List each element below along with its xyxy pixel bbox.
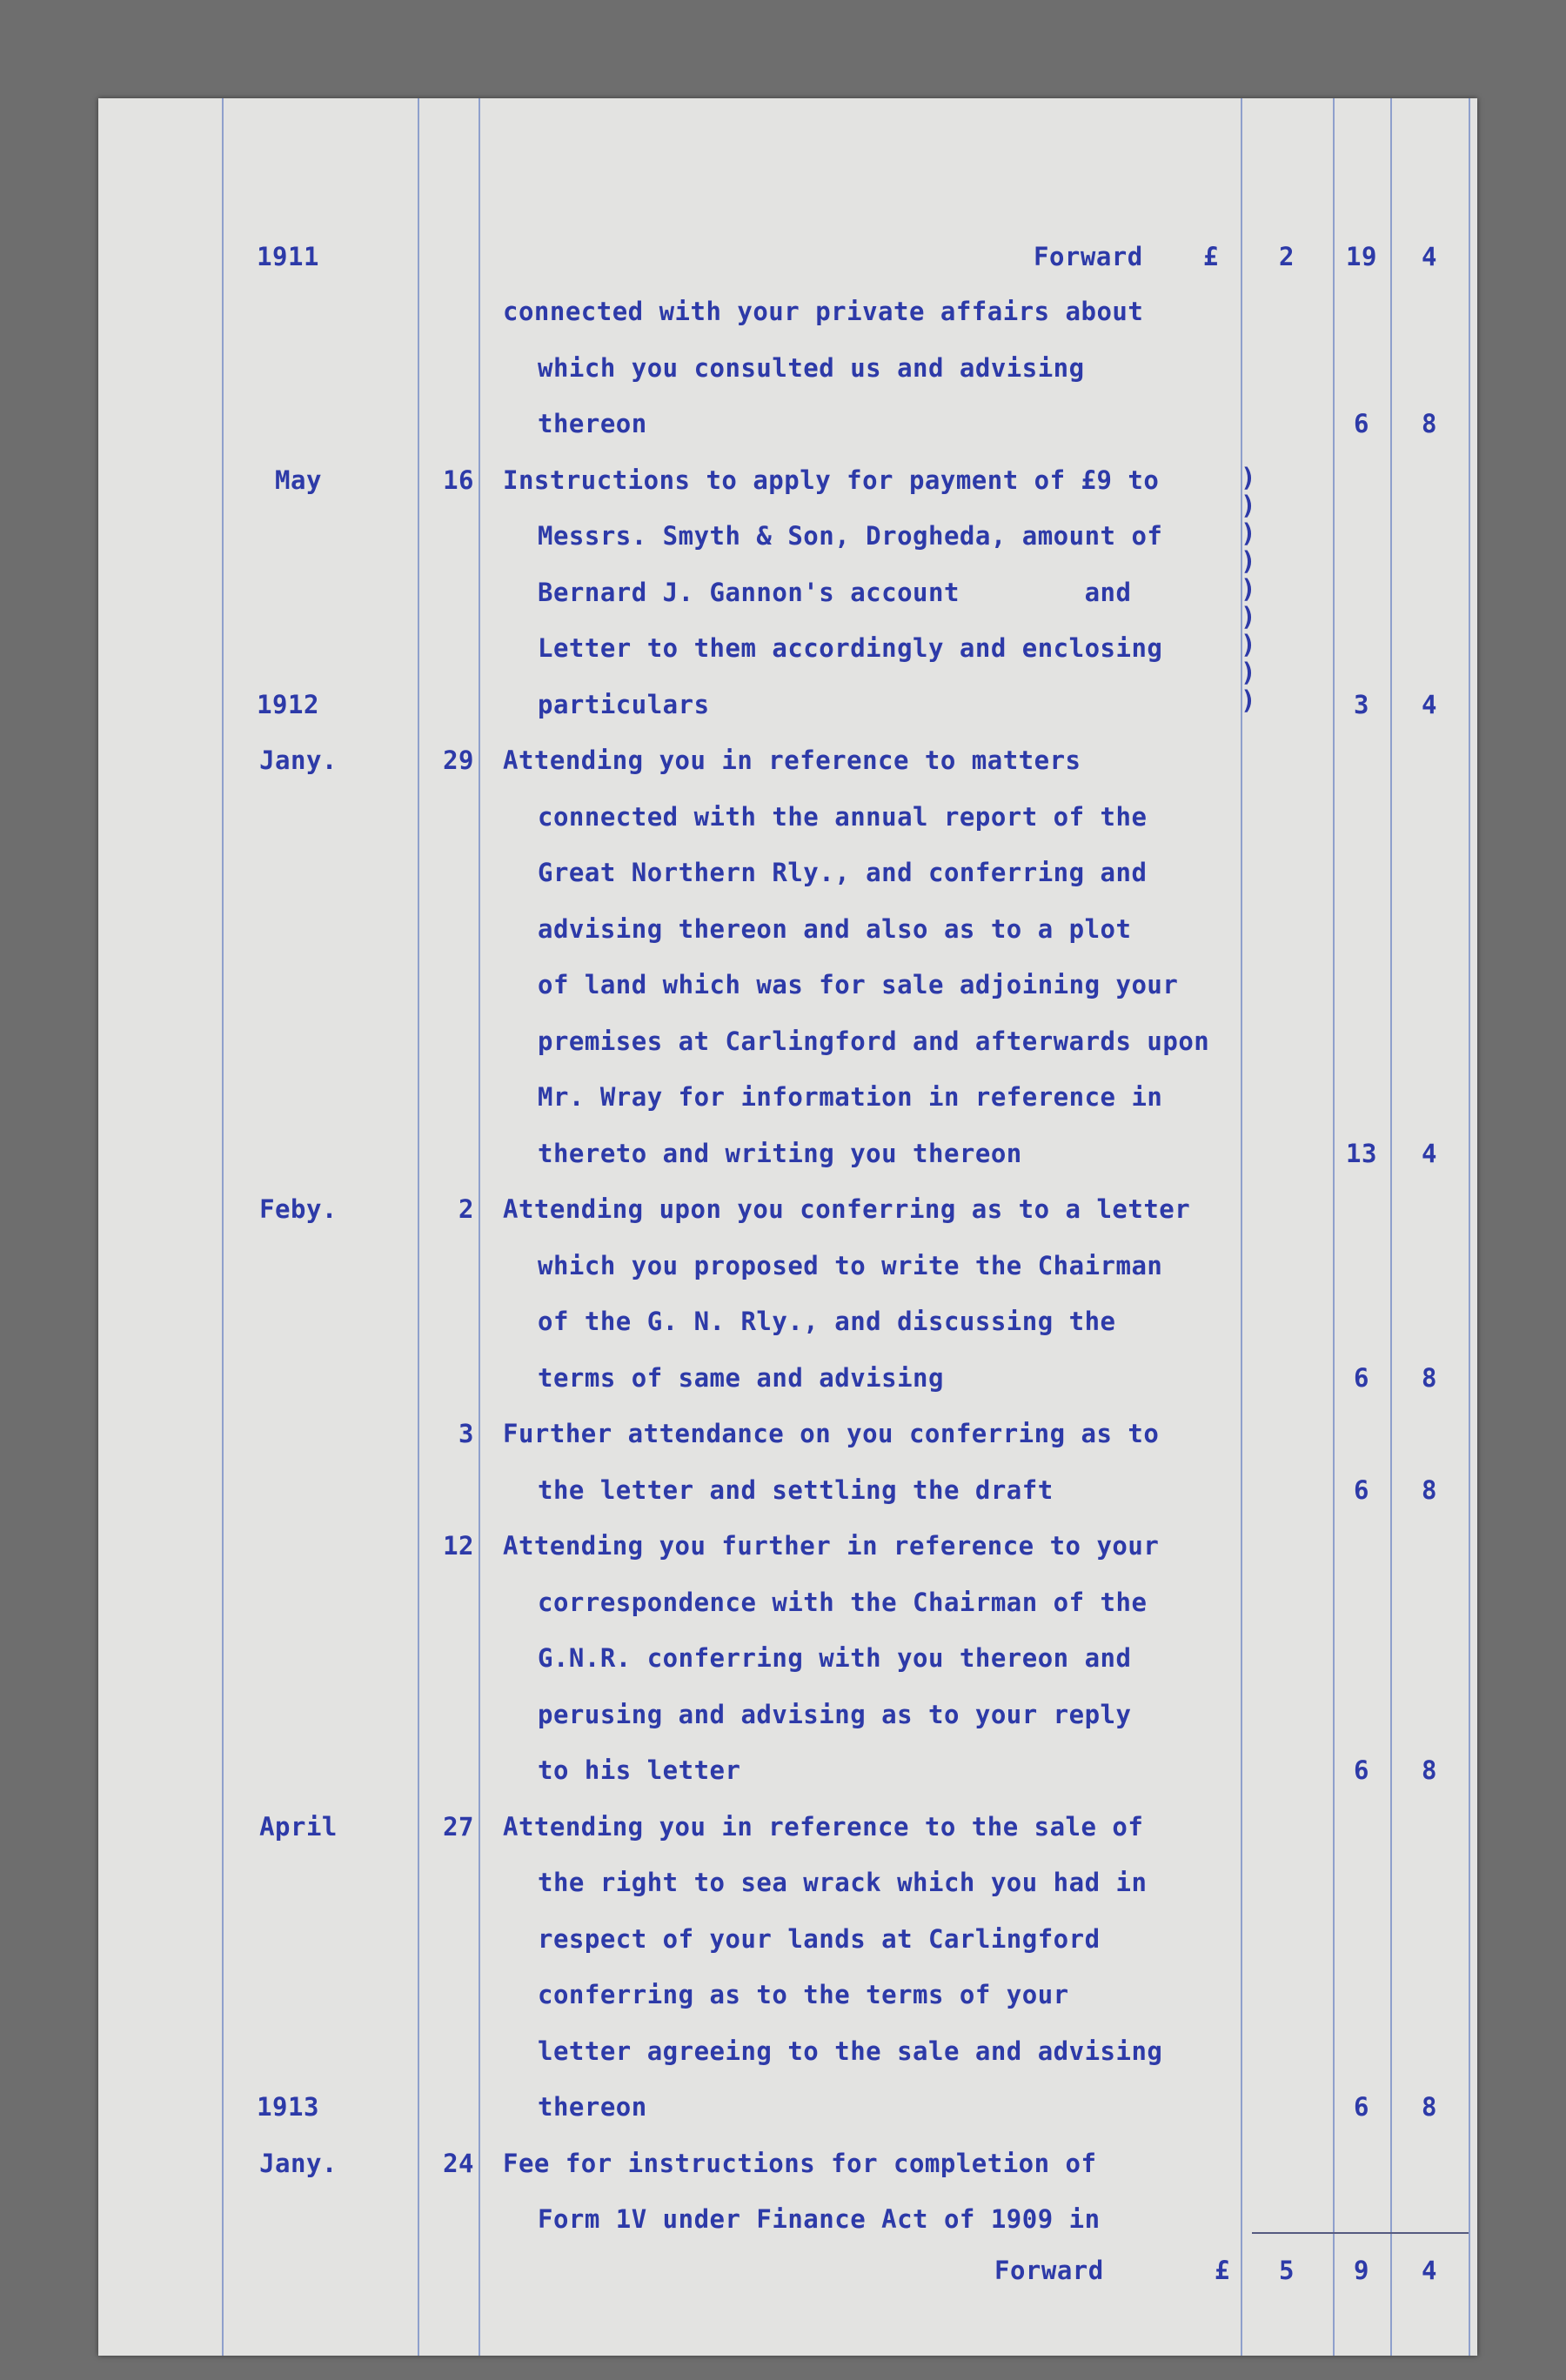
entry-bracket: ) ) ) ) ) ) ) ) )	[1241, 463, 1256, 715]
entry-month: April	[259, 1811, 338, 1842]
entry-day: 27	[443, 1811, 474, 1842]
header-currency: £	[1203, 242, 1219, 271]
entry-text-line: Attending upon you conferring as to a letter	[503, 1194, 1191, 1224]
entry-day: 2	[458, 1194, 474, 1224]
entry-text-line: Bernard J. Gannon's account and	[538, 577, 1132, 607]
date-column-rule	[418, 98, 419, 2356]
entry-pence: 8	[1422, 2092, 1437, 2122]
pounds-column-rule	[1241, 98, 1242, 2356]
entry-text-line: Attending you in reference to matters	[503, 745, 1081, 775]
header-year: 1911	[257, 242, 319, 271]
shillings-column-rule	[1333, 98, 1335, 2356]
footer-forward-label: Forward	[994, 2256, 1104, 2285]
entry-text-line: premises at Carlingford and afterwards upon	[538, 1026, 1210, 1056]
entry-shillings: 6	[1354, 1755, 1369, 1785]
entry-shillings: 13	[1346, 1138, 1377, 1168]
entry-pence: 8	[1422, 409, 1437, 438]
entry-month: Jany.	[259, 2148, 338, 2178]
entry-pence: 8	[1422, 1362, 1437, 1393]
entry-day: 3	[458, 1419, 474, 1448]
day-column-rule	[478, 98, 480, 2356]
margin-rule-left	[222, 98, 224, 2356]
entry-text-line: the right to sea wrack which you had in	[538, 1868, 1148, 1897]
entry-text-line: thereon	[538, 409, 647, 438]
entry-text-line: Great Northern Rly., and conferring and	[538, 858, 1148, 887]
entry-month: May	[275, 465, 322, 495]
entry-text-line: Mr. Wray for information in reference in	[538, 1082, 1163, 1112]
entry-text-line: respect of your lands at Carlingford	[538, 1923, 1101, 1954]
header-pounds: 2	[1279, 242, 1295, 271]
entry-text-line: correspondence with the Chairman of the	[538, 1587, 1148, 1617]
entry-text-line: terms of same and advising	[538, 1362, 944, 1393]
pence-column-rule	[1390, 98, 1392, 2356]
margin-rule-right	[1469, 98, 1470, 2356]
entry-text-line: of land which was for sale adjoining your	[538, 970, 1179, 999]
entry-text-line: advising thereon and also as to a plot	[538, 913, 1132, 944]
entry-text-line: thereon	[538, 2092, 647, 2122]
entry-shillings: 6	[1354, 409, 1369, 438]
total-rule	[1252, 2232, 1469, 2234]
entry-pence: 4	[1422, 1138, 1437, 1168]
entry-text-line: particulars	[538, 689, 710, 719]
entry-text-line: conferring as to the terms of your	[538, 1980, 1069, 2009]
header-shillings: 19	[1346, 242, 1377, 271]
entry-text-line: connected with the annual report of the	[538, 801, 1148, 832]
ledger-page	[98, 98, 1477, 2356]
entry-text-line: Attending you in reference to the sale of	[503, 1811, 1144, 1842]
entry-text-line: G.N.R. conferring with you thereon and	[538, 1643, 1132, 1673]
entry-day: 24	[443, 2148, 474, 2178]
entry-text-line: Messrs. Smyth & Son, Drogheda, amount of	[538, 521, 1163, 551]
entry-day: 16	[443, 465, 474, 495]
footer-shillings: 9	[1354, 2256, 1369, 2285]
entry-text-line: Form 1V under Finance Act of 1909 in	[538, 2204, 1101, 2234]
entry-text-line: to his letter	[538, 1755, 741, 1785]
entry-text-line: the letter and settling the draft	[538, 1474, 1054, 1505]
entry-text-line: perusing and advising as to your reply	[538, 1699, 1132, 1729]
entry-pence: 4	[1422, 689, 1437, 719]
entry-text-line: connected with your private affairs about	[503, 297, 1144, 326]
entry-text-line: which you proposed to write the Chairman	[538, 1250, 1163, 1280]
footer-currency: £	[1215, 2256, 1230, 2285]
entry-year: 1912	[257, 689, 319, 719]
entry-month: Feby.	[259, 1194, 338, 1224]
entry-text-line: letter agreeing to the sale and advising	[538, 2036, 1163, 2066]
entry-text-line: of the G. N. Rly., and discussing the	[538, 1307, 1116, 1336]
entry-shillings: 6	[1354, 1474, 1369, 1505]
entry-year: 1913	[257, 2092, 319, 2122]
entry-text-line: which you consulted us and advising	[538, 352, 1085, 383]
footer-pence: 4	[1422, 2256, 1437, 2285]
entry-pence: 8	[1422, 1755, 1437, 1785]
entry-text-line: thereto and writing you thereon	[538, 1138, 1022, 1168]
header-pence: 4	[1422, 242, 1437, 271]
entry-day: 12	[443, 1531, 474, 1561]
entry-text-line: Attending you further in reference to your	[503, 1531, 1160, 1561]
entry-pence: 8	[1422, 1474, 1437, 1505]
entry-shillings: 3	[1354, 689, 1369, 719]
entry-text-line: Fee for instructions for completion of	[503, 2148, 1097, 2178]
header-forward-label: Forward	[1034, 242, 1143, 271]
entry-shillings: 6	[1354, 2092, 1369, 2122]
entry-day: 29	[443, 745, 474, 775]
entry-text-line: Instructions to apply for payment of £9 to	[503, 465, 1160, 495]
entry-text-line: Letter to them accordingly and enclosing	[538, 633, 1163, 663]
entry-shillings: 6	[1354, 1362, 1369, 1393]
entry-month: Jany.	[259, 745, 338, 775]
footer-pounds: 5	[1279, 2256, 1295, 2285]
entry-text-line: Further attendance on you conferring as to	[503, 1419, 1160, 1448]
